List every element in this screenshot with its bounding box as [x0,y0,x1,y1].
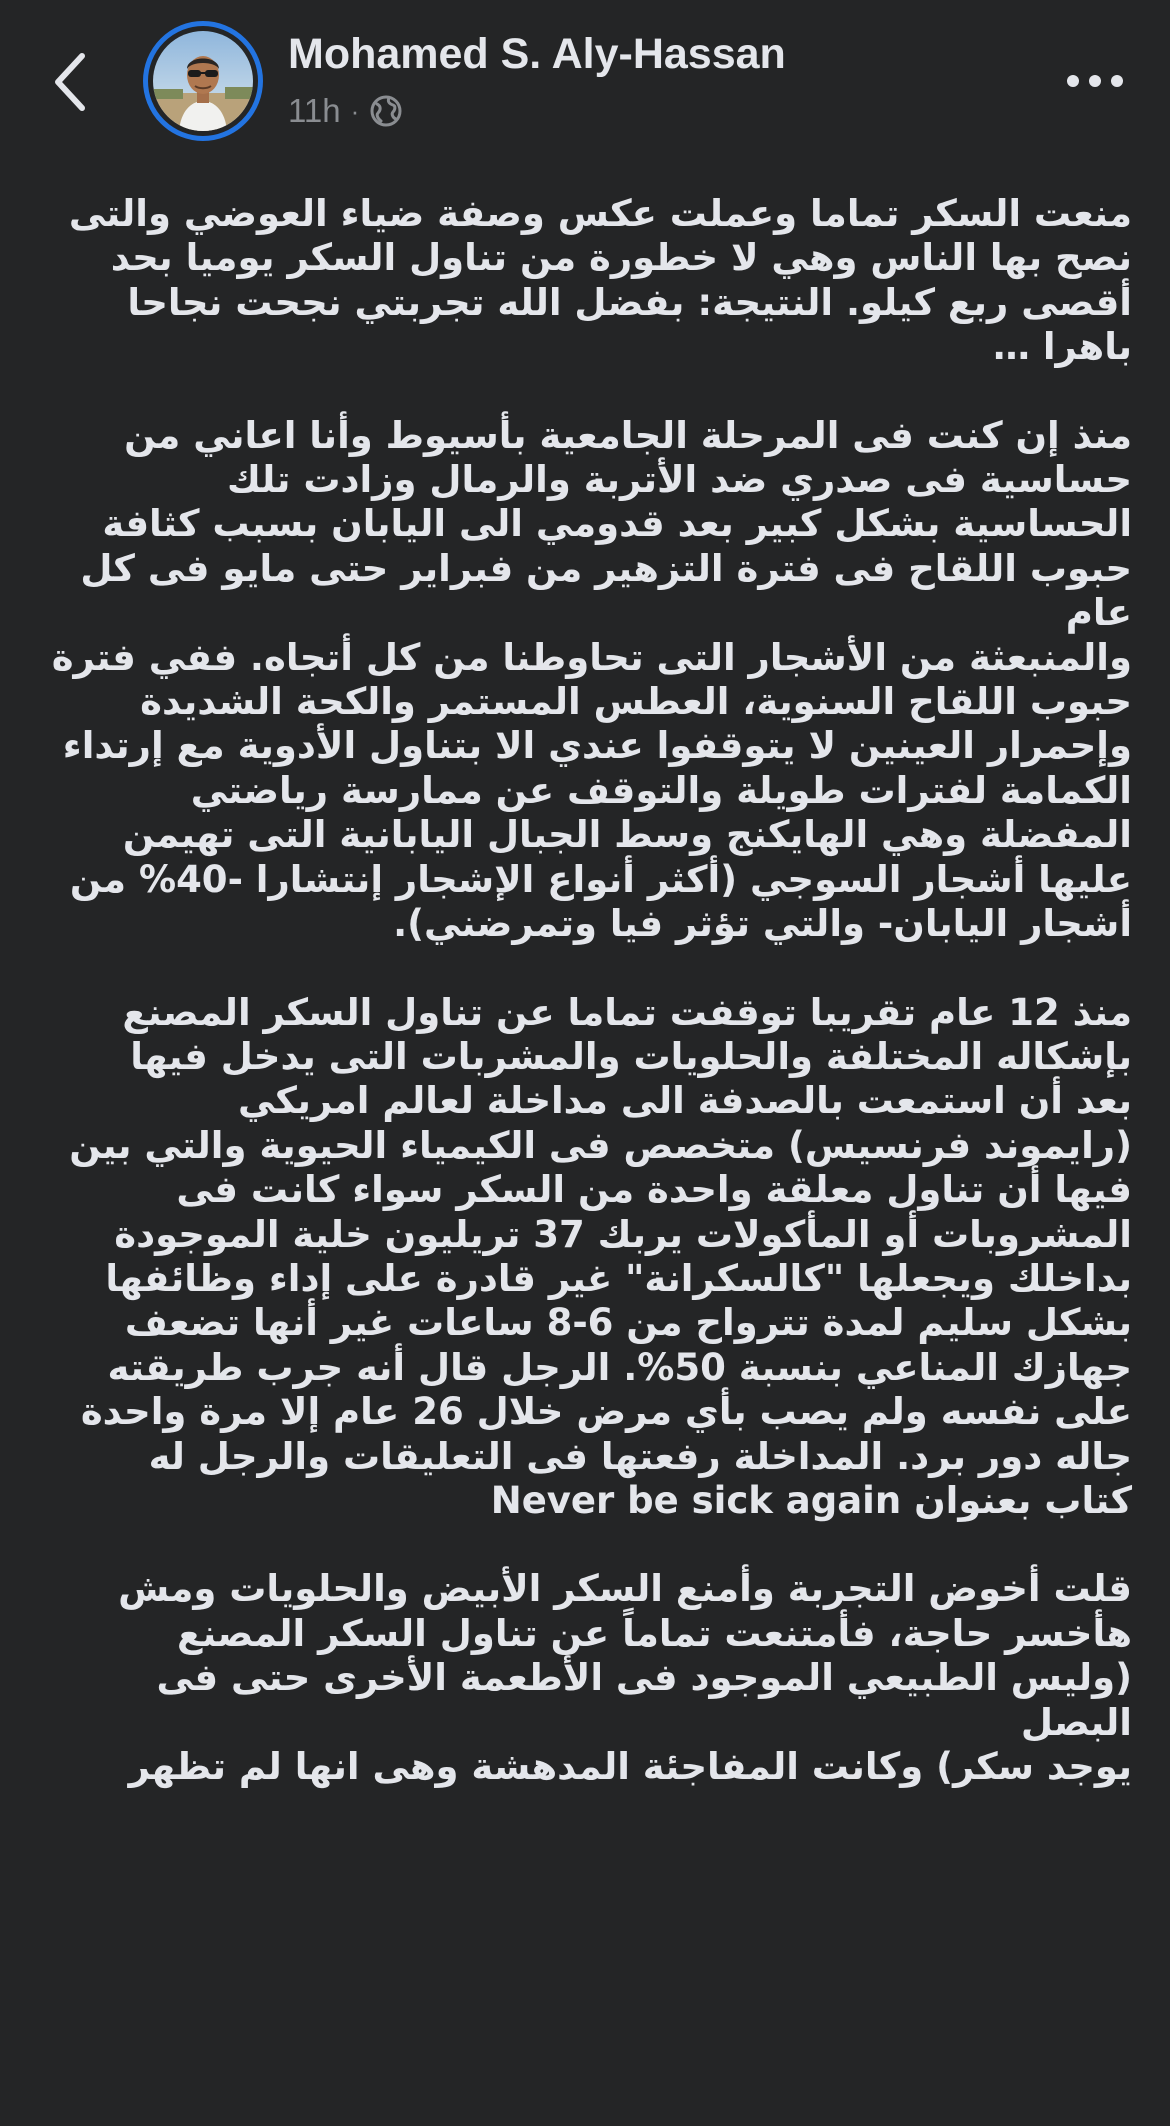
back-button[interactable] [40,44,100,120]
post-text [44,192,1132,1833]
profile-photo [153,31,253,131]
more-horizontal-icon [1065,73,1125,89]
post-paragraph: قلت أخوض التجربة وأمنع السكر الأبيض والحلويات ومش هأخسر حاجة، فأمتنعت تماماً عن تناول السكر المصنع (وليس الطبيعي الموجود فى الأطعمة الأخرى حتى فى البصل يوجد سكر) وكانت المفاجئة المدهشة وهى انها لم تظهر [118,1567,1132,1788]
post-paragraph: منذ إن كنت فى المرحلة الجامعية بأسيوط وأنا اعاني من حساسية فى صدري ضد الأتربة والرمال وزادت تلك الحساسية بشكل كبير بعد قدومي الى اليابان بسبب كثافة حبوب اللقاح فى فترة التزهير من فبراير حتى مايو فى كل عام والمنبعثة من الأشجار التى تحاوطنا من كل أتجاه. ففي فترة حبوب اللقاح السنوية، العطس المستمر والكحة الشديدة وإحمرار العينين لا يتوقفوا عندي الا بتناول الأدوية مع إرتداء الكمامة لفترات طويلة والتوقف عن ممارسة رياضتي المفضلة وهي الهايكنج وسط الجبال اليابانية التى تهيمن عليها أشجار السوجي (أكثر أنواع الإشجار إنتشارا -40% من أشجار اليابان- والتي تؤثر فيا وتمرضني). [51,413,1132,946]
post-header [0,0,1170,160]
post-meta [288,88,403,134]
post-paragraph: منعت السكر تماما وعملت عكس وصفة ضياء العوضي والتى نصح بها الناس وهي لا خطورة من تناول السكر يوميا بحد أقصى ربع كيلو. النتيجة: بفضل الله تجربتي نجحت نجاحا باهرا … [68,192,1132,369]
avatar[interactable] [143,21,263,141]
author-name[interactable]: Mohamed S. Aly-Hassan [288,30,786,78]
post-paragraph: منذ 12 عام تقريبا توقفت تماما عن تناول السكر المصنع بإشكاله المختلفة والحلويات والمشربات التى يدخل فيها بعد أن استمعت بالصدفة الى مداخلة لعالم امريكي (رايموند فرنسيس) متخصص فى الكيمياء الحيوية والتي بين فيها أن تناول معلقة واحدة من السكر سواء كانت فى المشروبات أو المأكولات يربك 37 تريليون خلية الموجودة بداخلك ويجعلها "كالسكرانة" غير قادرة على إداء وظائفها بشكل سليم لمدة تترواح من 6-8 ساعات غير أنها تضعف جهازك المناعي بنسبة 50%. الرجل قال أنه جرب طريقته على نفسه ولم يصب بأي مرض خلال 26 عام إلا مرة واحدة جاله دور برد. المداخلة رفعتها فى التعليقات والرجل له كتاب بعنوان Never be sick again [69,990,1132,1522]
globe-icon [369,94,403,128]
post-timestamp[interactable]: 11h [288,92,341,129]
meta-separator: · [350,95,360,126]
chevron-left-icon [50,52,90,112]
more-options-button[interactable] [1060,58,1130,104]
